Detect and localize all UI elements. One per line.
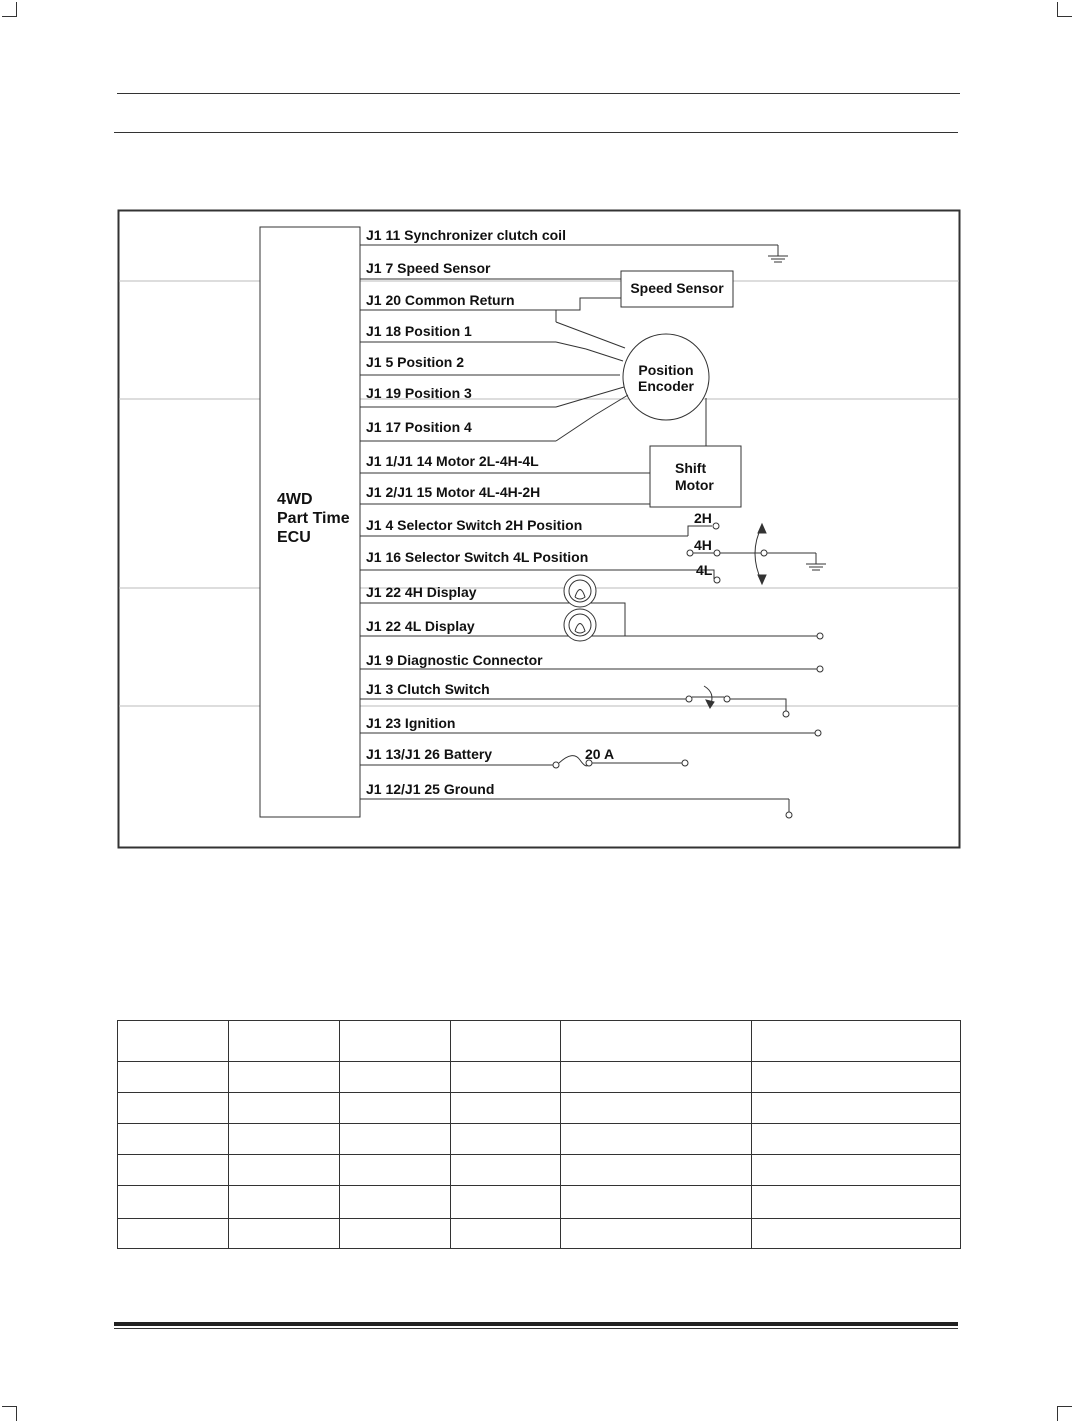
empty-data-table: [117, 1020, 961, 1249]
footer-rule-thin: [114, 1328, 958, 1329]
pin-label: J1 4 Selector Switch 2H Position: [366, 517, 583, 533]
pin-label: J1 9 Diagnostic Connector: [366, 652, 543, 668]
shift-motor-label-2: Motor: [675, 477, 714, 493]
pin-label: J1 13/J1 26 Battery: [366, 746, 493, 762]
ecu-label-line-2: Part Time: [277, 510, 350, 527]
pin-label: J1 11 Synchronizer clutch coil: [366, 227, 566, 243]
ecu-label-line-3: ECU: [277, 529, 311, 546]
pin-label: J1 17 Position 4: [366, 419, 472, 435]
position-encoder-label-2: Encoder: [637, 378, 695, 394]
footer-rule-thick: [114, 1322, 958, 1326]
pin-label: J1 16 Selector Switch 4L Position: [366, 549, 589, 565]
fuse-rating-label: 20 A: [585, 746, 615, 762]
table-row: [118, 1155, 961, 1186]
ecu-label-line-1: 4WD: [277, 491, 313, 508]
position-encoder-label-1: Position: [638, 362, 694, 378]
pin-label: J1 18 Position 1: [366, 323, 472, 339]
switch-position-4h: 4H: [694, 537, 712, 553]
shift-motor-label-1: Shift: [675, 460, 707, 476]
pin-label: J1 19 Position 3: [366, 385, 472, 401]
pin-label: J1 2/J1 15 Motor 4L-4H-2H: [366, 484, 541, 500]
pin-label: J1 7 Speed Sensor: [366, 260, 491, 276]
table-row: [118, 1186, 961, 1219]
pin-label: J1 22 4H Display: [366, 584, 477, 600]
pin-label: J1 5 Position 2: [366, 354, 465, 370]
table-row: [118, 1124, 961, 1155]
crop-mark-bottom-left: [2, 1406, 17, 1421]
speed-sensor-label: Speed Sensor: [630, 280, 724, 296]
table-row: [118, 1062, 961, 1093]
pin-label: J1 23 Ignition: [366, 715, 456, 731]
switch-position-2h: 2H: [694, 510, 712, 526]
table-row: [118, 1093, 961, 1124]
table-row: [118, 1219, 961, 1249]
table-row: [118, 1021, 961, 1062]
pin-label: J1 20 Common Return: [366, 292, 515, 308]
pin-label: J1 1/J1 14 Motor 2L-4H-4L: [366, 453, 539, 469]
switch-position-4l: 4L: [696, 562, 713, 578]
pin-label: J1 22 4L Display: [366, 618, 475, 634]
pin-label: J1 12/J1 25 Ground: [366, 781, 495, 797]
crop-mark-bottom-right: [1057, 1406, 1072, 1421]
pin-label: J1 3 Clutch Switch: [366, 681, 490, 697]
